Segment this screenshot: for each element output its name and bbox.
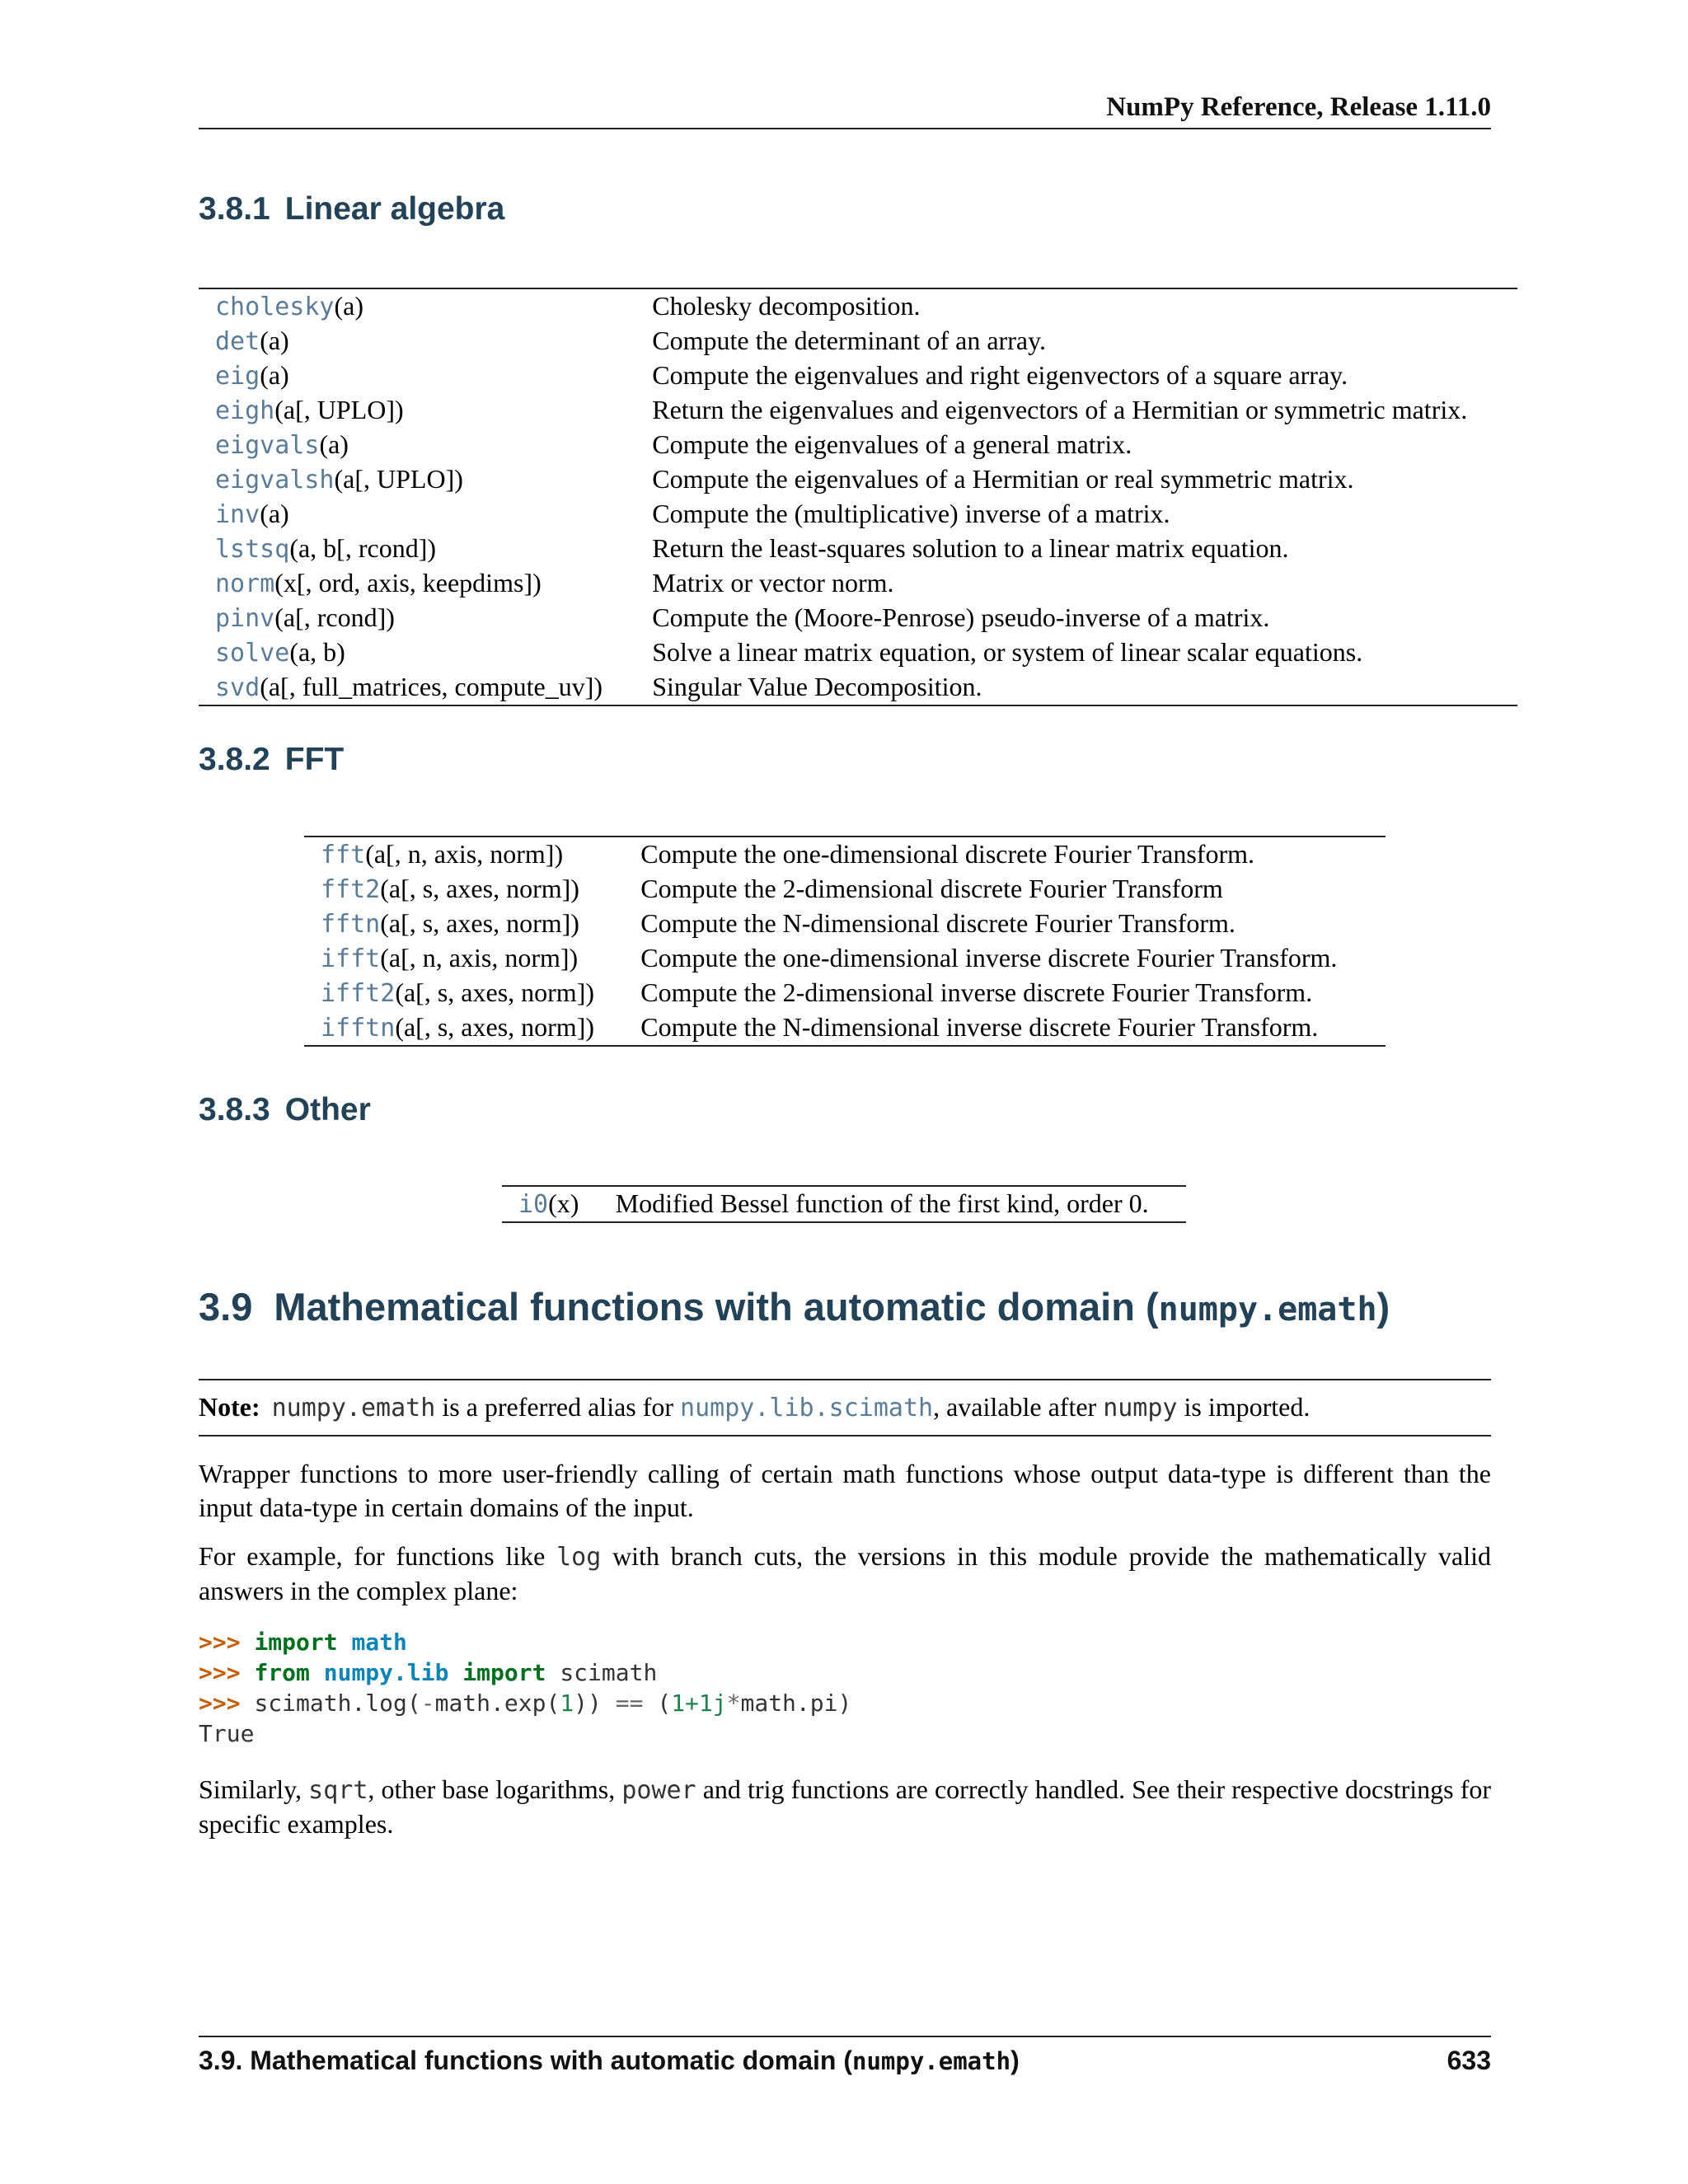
footer-section-code: numpy.emath [852, 2047, 1011, 2075]
function-signature-cell [199, 532, 635, 566]
note-text: is a preferred alias for [435, 1392, 681, 1422]
table-row [199, 428, 1517, 462]
section-title: Mathematical functions with automatic domain ( [274, 1285, 1159, 1329]
function-signature-cell [199, 497, 635, 532]
function-link-norm[interactable]: norm [215, 569, 275, 598]
footer-section-close: ) [1010, 2046, 1020, 2075]
section-number: 3.9 [199, 1285, 253, 1329]
function-args: (a[, s, axes, norm]) [395, 977, 594, 1007]
code-paren: )) [574, 1690, 602, 1717]
note-text: , available after [933, 1392, 1104, 1422]
function-args: (a) [260, 499, 289, 528]
function-signature-cell [199, 428, 635, 462]
other-function-table [502, 1185, 1186, 1223]
function-signature-cell [199, 635, 635, 670]
function-args: (a[, s, axes, norm]) [380, 874, 579, 903]
function-signature-cell [199, 601, 635, 635]
table-row [304, 837, 1386, 872]
function-args: (a) [334, 291, 364, 321]
table-row [304, 941, 1386, 976]
scimath-link[interactable]: numpy.lib.scimath [680, 1394, 934, 1422]
function-signature-cell [199, 670, 635, 705]
table-row [304, 1010, 1386, 1046]
function-link-i0[interactable]: i0 [518, 1190, 549, 1219]
paragraph-text: and trig functions are correctly handled. See their respective docstrings for specific examples. [199, 1774, 1492, 1839]
section-heading-other [199, 1092, 371, 1128]
function-signature-cell [199, 393, 635, 428]
table-row [199, 635, 1517, 670]
paragraph-text: with branch cuts, the versions in this module provide the mathematically valid answers in the complex plane: [199, 1541, 1492, 1605]
function-args: (a, b[, rcond]) [289, 533, 436, 563]
function-link-ifft2[interactable]: ifft2 [321, 979, 396, 1008]
table-row [199, 324, 1517, 359]
code-module: math [351, 1629, 407, 1656]
function-signature-cell [199, 359, 635, 393]
function-description: Compute the eigenvalues of a general matrix. [652, 429, 1132, 459]
paragraph-similarly [199, 1773, 1491, 1841]
function-description: Compute the N-dimensional discrete Fourier Transform. [640, 908, 1236, 938]
paragraph-text: For example, for functions like [199, 1541, 557, 1571]
inline-code-sqrt: sqrt [308, 1776, 368, 1805]
function-link-pinv[interactable]: pinv [215, 604, 275, 633]
function-signature-cell [502, 1186, 599, 1222]
function-description: Return the least-squares solution to a linear matrix equation. [652, 533, 1289, 563]
function-link-det[interactable]: det [215, 327, 260, 356]
code-output: True [199, 1720, 255, 1747]
paragraph-example [199, 1540, 1491, 1608]
code-number: 1+1j [671, 1690, 727, 1717]
page-footer [199, 2036, 1491, 2076]
table-row [502, 1186, 1186, 1222]
section-number: 3.8.2 [199, 742, 270, 777]
function-args: (a[, rcond]) [274, 602, 395, 632]
code-number: 1 [560, 1690, 574, 1717]
function-signature-cell [199, 324, 635, 359]
function-args: (a[, s, axes, norm]) [380, 908, 579, 938]
table-row [304, 872, 1386, 907]
function-description: Compute the N-dimensional inverse discrete Fourier Transform. [624, 1010, 1386, 1046]
code-operator: - [420, 1690, 435, 1717]
table-row [199, 288, 1517, 324]
function-description: Solve a linear matrix equation, or system of linear scalar equations. [652, 637, 1363, 667]
table-row [304, 907, 1386, 941]
function-args: (x) [548, 1188, 579, 1218]
code-line [199, 1688, 1491, 1718]
section-title: Other [284, 1092, 371, 1127]
section-title: FFT [284, 742, 345, 777]
page-number: 633 [1447, 2046, 1491, 2075]
table-row [199, 670, 1517, 705]
function-link-lstsq[interactable]: lstsq [215, 535, 290, 564]
table-row [199, 497, 1517, 532]
code-operator: == [615, 1690, 644, 1717]
section-number: 3.8.1 [199, 191, 270, 227]
code-example-block [199, 1627, 1491, 1749]
function-args: (a[, full_matrices, compute_uv]) [260, 672, 603, 701]
function-signature-cell [304, 941, 624, 976]
function-description: Compute the one-dimensional discrete Fourier Transform. [624, 837, 1386, 872]
note-code-emath: numpy.emath [271, 1394, 436, 1422]
function-signature-cell [199, 462, 635, 497]
code-name: scimath [560, 1659, 658, 1686]
code-prompt: >>> [199, 1690, 241, 1717]
function-description: Compute the eigenvalues of a Hermitian or real symmetric matrix. [652, 464, 1354, 494]
code-keyword: import [462, 1659, 546, 1686]
table-row [199, 359, 1517, 393]
section-heading-emath [199, 1284, 1390, 1329]
code-keyword: import [254, 1629, 338, 1656]
function-link-eig[interactable]: eig [215, 362, 260, 391]
function-description: Compute the 2-dimensional discrete Fourier Transform [640, 874, 1223, 903]
section-heading-fft [199, 742, 344, 778]
function-args: (a) [260, 360, 289, 390]
code-prompt: >>> [199, 1629, 241, 1656]
table-row [199, 462, 1517, 497]
note-text: is imported. [1177, 1392, 1311, 1422]
table-row [199, 601, 1517, 635]
code-paren: ( [657, 1690, 672, 1717]
code-prompt: >>> [199, 1659, 241, 1686]
section-number: 3.8.3 [199, 1092, 270, 1127]
code-call: scimath.log( [254, 1690, 421, 1717]
section-title-close: ) [1376, 1285, 1390, 1329]
code-line [199, 1657, 1491, 1688]
code-keyword: from [254, 1659, 310, 1686]
function-args: (a[, s, axes, norm]) [395, 1012, 594, 1042]
function-link-fft[interactable]: fft [321, 841, 366, 869]
table-row [199, 566, 1517, 601]
function-link-cholesky[interactable]: cholesky [215, 293, 335, 321]
code-line [199, 1627, 1491, 1657]
function-description: Matrix or vector norm. [652, 568, 894, 598]
function-link-svd[interactable]: svd [215, 673, 260, 702]
function-args: (a) [260, 326, 289, 355]
function-args: (a[, UPLO]) [274, 395, 404, 424]
table-row [199, 532, 1517, 566]
function-description: Cholesky decomposition. [635, 288, 1517, 324]
inline-code-log: log [556, 1543, 602, 1572]
function-link-fftn[interactable]: fftn [321, 910, 381, 939]
function-link-eigvalsh[interactable]: eigvalsh [215, 466, 335, 494]
function-args: (a[, UPLO]) [334, 464, 463, 494]
function-args: (a) [319, 429, 349, 459]
footer-section-title [199, 2046, 1020, 2076]
function-link-fft2[interactable]: fft2 [321, 875, 381, 904]
function-link-ifft[interactable]: ifft [321, 944, 381, 973]
section-title-code: numpy.emath [1158, 1291, 1377, 1329]
function-description: Compute the (multiplicative) inverse of a matrix. [652, 499, 1170, 528]
section-title: Linear algebra [284, 191, 505, 227]
function-signature-cell [304, 1010, 624, 1046]
note-box [199, 1379, 1491, 1436]
paragraph-text: , other base logarithms, [368, 1774, 622, 1804]
function-link-ifftn[interactable]: ifftn [321, 1014, 396, 1043]
footer-section-text: 3.9. Mathematical functions with automatic domain ( [199, 2046, 852, 2075]
function-description: Singular Value Decomposition. [635, 670, 1517, 705]
function-link-inv[interactable]: inv [215, 500, 260, 529]
function-description: Return the eigenvalues and eigenvectors of a Hermitian or symmetric matrix. [652, 395, 1468, 424]
function-link-eigvals[interactable]: eigvals [215, 431, 320, 460]
function-args: (a, b) [289, 637, 345, 667]
function-args: (a[, n, axis, norm]) [365, 839, 564, 869]
code-operator: * [726, 1690, 741, 1717]
linalg-function-table [199, 288, 1517, 706]
function-description: Modified Bessel function of the first kind, order 0. [599, 1186, 1186, 1222]
function-link-eigh[interactable]: eigh [215, 396, 275, 425]
function-signature-cell [199, 566, 635, 601]
paragraph-text: Similarly, [199, 1774, 309, 1804]
note-label: Note: [199, 1392, 260, 1422]
code-call: math.pi) [740, 1690, 852, 1717]
function-signature-cell [304, 907, 624, 941]
fft-function-table [304, 836, 1386, 1047]
function-signature-cell [304, 872, 624, 907]
function-signature-cell [304, 976, 624, 1010]
running-header: NumPy Reference, Release 1.11.0 [199, 92, 1491, 129]
section-heading-linear-algebra [199, 191, 504, 227]
function-args: (a[, n, axis, norm]) [380, 943, 579, 972]
function-description: Compute the determinant of an array. [652, 326, 1046, 355]
code-call: math.exp( [434, 1690, 560, 1717]
inline-code-power: power [621, 1776, 696, 1805]
function-signature-cell [304, 837, 624, 872]
function-description: Compute the 2-dimensional inverse discrete Fourier Transform. [640, 977, 1313, 1007]
paragraph-intro: Wrapper functions to more user-friendly calling of certain math functions whose output data-type is different than the input data-type in certain domains of the input. [199, 1459, 1491, 1522]
note-code-numpy: numpy [1103, 1394, 1178, 1422]
function-signature-cell [199, 288, 635, 324]
function-description: Compute the one-dimensional inverse discrete Fourier Transform. [640, 943, 1338, 972]
table-row [199, 393, 1517, 428]
function-args: (x[, ord, axis, keepdims]) [274, 568, 542, 598]
function-description: Compute the eigenvalues and right eigenvectors of a square array. [652, 360, 1348, 390]
function-description: Compute the (Moore-Penrose) pseudo-inverse of a matrix. [652, 602, 1270, 632]
code-module: numpy.lib [323, 1659, 449, 1686]
function-link-solve[interactable]: solve [215, 639, 290, 668]
table-row [304, 976, 1386, 1010]
